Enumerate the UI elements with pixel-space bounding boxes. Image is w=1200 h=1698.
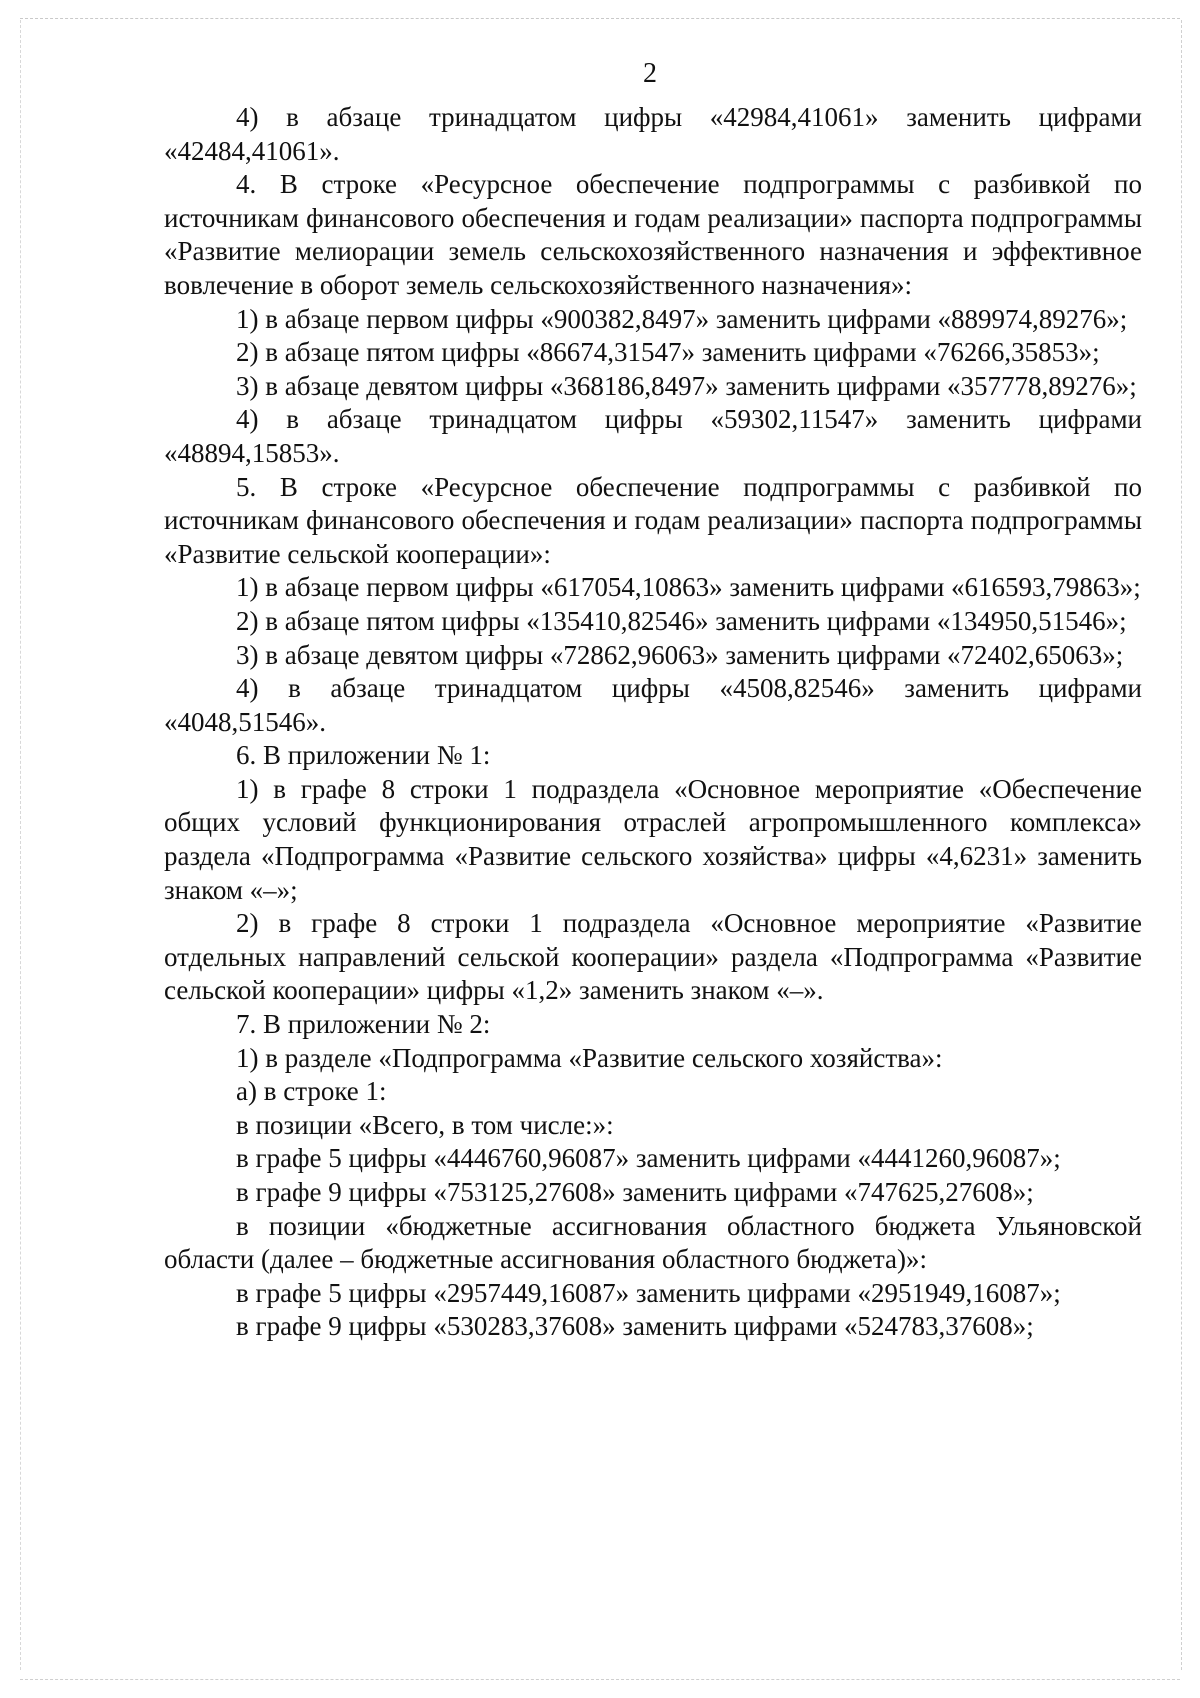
paragraph: 4) в абзаце тринадцатом цифры «59302,11547» заменить цифрами «48894,15853». (164, 404, 1142, 468)
paragraph: 1) в абзаце первом цифры «900382,8497» заменить цифрами «889974,89276»; (236, 303, 1128, 334)
document-body (164, 101, 1142, 1344)
paragraph: 2) в абзаце пятом цифры «135410,82546» заменить цифрами «134950,51546»; (236, 605, 1127, 636)
paragraph: 4) в абзаце тринадцатом цифры «42984,41061» заменить цифрами «42484,41061». (164, 102, 1142, 166)
paragraph: 3) в абзаце девятом цифры «72862,96063» заменить цифрами «72402,65063»; (236, 639, 1124, 670)
paragraph: 4. В строке «Ресурсное обеспечение подпрограммы с разбивкой по источникам финансового обеспечения и годам реализации» паспорта подпрограммы «Развитие мелиорации земель сельскохозяйственного назначения и эффективное вовлечение в оборот земель сельскохозяйственного назначения»: (164, 169, 1142, 300)
paragraph: в позиции «Всего, в том числе:»: (236, 1109, 614, 1140)
paragraph: 5. В строке «Ресурсное обеспечение подпрограммы с разбивкой по источникам финансового обеспечения и годам реализации» паспорта подпрограммы «Развитие сельской кооперации»: (164, 471, 1142, 569)
paragraph: в графе 9 цифры «530283,37608» заменить цифрами «524783,37608»; (236, 1311, 1034, 1342)
paragraph: в позиции «бюджетные ассигнования областного бюджета Ульяновской области (далее – бюджетные ассигнования областного бюджета)»: (164, 1210, 1142, 1275)
paragraph: а) в строке 1: (236, 1076, 387, 1107)
paragraph: 1) в абзаце первом цифры «617054,10863» заменить цифрами «616593,79863»; (236, 572, 1141, 603)
paragraph: в графе 5 цифры «2957449,16087» заменить цифрами «2951949,16087»; (236, 1277, 1061, 1308)
paragraph: в графе 9 цифры «753125,27608» заменить цифрами «747625,27608»; (236, 1177, 1034, 1207)
paragraph: в графе 5 цифры «4446760,96087» заменить цифрами «4441260,96087»; (236, 1143, 1061, 1174)
scan-edge-bottom (20, 1679, 1180, 1680)
paragraph: 7. В приложении № 2: (236, 1009, 491, 1040)
paragraph: 2) в абзаце пятом цифры «86674,31547» заменить цифрами «76266,35853»; (236, 337, 1100, 368)
paragraph: 2) в графе 8 строки 1 подраздела «Основное мероприятие «Развитие отдельных направлений сельской кооперации» раздела «Подпрограмма «Развитие сельской кооперации» цифры «1,2» заменить знаком «–». (164, 908, 1142, 1006)
scan-edge-right (1181, 20, 1182, 1670)
paragraph: 3) в абзаце девятом цифры «368186,8497» заменить цифрами «357778,89276»; (236, 370, 1137, 401)
scan-edge-top (20, 18, 1180, 19)
scan-edge-left (20, 20, 21, 1670)
paragraph: 1) в разделе «Подпрограмма «Развитие сельского хозяйства»: (236, 1042, 943, 1073)
paragraph: 6. В приложении № 1: (236, 740, 491, 771)
paragraph: 4) в абзаце тринадцатом цифры «4508,82546» заменить цифрами «4048,51546». (164, 673, 1142, 737)
page-number: 2 (643, 58, 657, 89)
paragraph: 1) в графе 8 строки 1 подраздела «Основное мероприятие «Обеспечение общих условий функционирования отраслей агропромышленного комплекса» раздела «Подпрограмма «Развитие сельского хозяйства» цифры «4,6231» заменить знаком «–»; (164, 773, 1142, 905)
